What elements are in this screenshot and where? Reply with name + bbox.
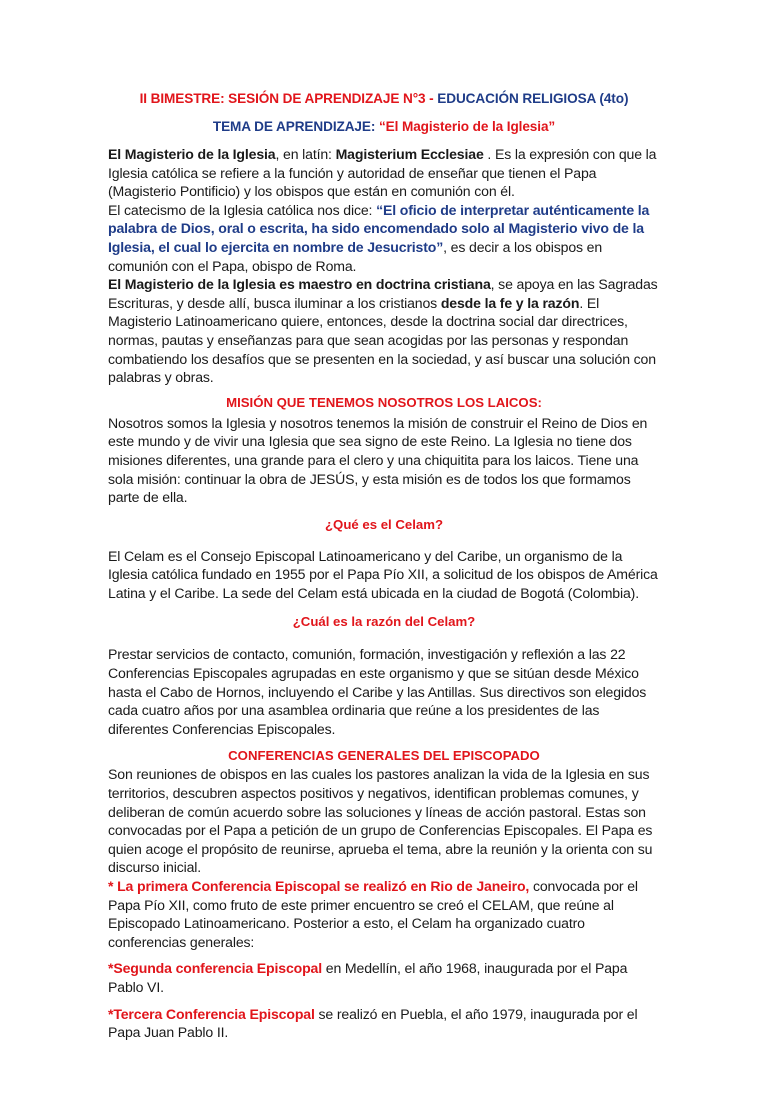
heading-razon-celam: ¿Cuál es la razón del Celam? [292, 614, 476, 630]
document-page [0, 90, 768, 1114]
bold-statement: El Magisterio de la Iglesia es maestro en doctrina cristiana [108, 276, 491, 293]
paragraph-celam: El Celam es el Consejo Episcopal Latinoamericano y del Caribe, un organismo de la Iglesia católica fundado en 1955 por el Papa Pío XII, a solicitud de los obispos de América Latina y el Caribe. La sede del Celam está ubicada en la ciudad de Bogotá (Colombia). [108, 547, 658, 601]
paragraph-primera [108, 877, 660, 951]
paragraph-conferencias: Son reuniones de obispos en las cuales los pastores analizan la vida de la Iglesia en sus territorios, descubren aspectos positivos y negativos, identifican problemas comunes, y deliberan de común acuerdo sobre las soluciones y líneas de acción pastoral. Estas son convocadas por el Papa a petición de un grupo de Conferencias Episcopales. El Papa es quien acoge el propósito de reunirse, aprueba el tema, abre la reunión y la orienta con su discurso inicial. [108, 766, 653, 876]
tercera-conferencia-label: *Tercera Conferencia Episcopal [108, 1005, 315, 1022]
paragraph-catechism [108, 201, 660, 275]
text-span: convocada por el Papa Pío XII, como fruto de este primer encuentro se creó el CELAM, que reúne al Episcopado Latinoamericano. Posterior a esto, el Celam ha organizado cuatro conferencias generales: [108, 878, 638, 950]
topic-label: TEMA DE APRENDIZAJE: [212, 119, 379, 134]
heading-mision: MISIÓN QUE TENEMOS NOSOTROS LOS LAICOS: [226, 394, 542, 410]
text-span: , es decir a los obispos en comunión con el Papa, obispo de Roma. [108, 238, 603, 274]
paragraph-razon: Prestar servicios de contacto, comunión, formación, investigación y reflexión a las 22 Conferencias Episcopales agrupadas en este organismo y que se sitúan desde México hasta el Cabo de Hornos, incluyendo el Caribe y las Antillas. Sus directivos son elegidos cada cuatro años por una asamblea ordinaria que reúne a los presidentes de las diferentes Conferencias Episcopales. [108, 646, 647, 737]
topic-line [108, 118, 660, 136]
text-span: . El Magisterio Latinoamericano quiere, entonces, desde la doctrina social dar directrices, normas, pautas y enseñanzas para que sean acogidas por las personas y respondan combatiendo los desafíos que se presenten en la sociedad, y así buscar una solución con palabras y obras. [108, 294, 656, 386]
topic-value: “El Magisterio de la Iglesia” [378, 119, 556, 134]
primera-conferencia-label: * La primera Conferencia Episcopal se realizó en Rio de Janeiro, [108, 878, 530, 894]
paragraph-definition [108, 145, 660, 201]
section-magisterio [108, 145, 660, 387]
paragraph-tercera [108, 1005, 660, 1042]
term-latin: Magisterium Ecclesiae [335, 146, 484, 162]
paragraph-mision: Nosotros somos la Iglesia y nosotros tenemos la misión de construir el Reino de Dios en este mundo y de vivir una Iglesia que sea signo de este Reino. La Iglesia no tiene dos misiones diferentes, una grande para el clero y una chiquitita para los laicos. Tiene una sola misión: continuar la obra de JESÚS, y esta misión es de todos los que formamos parte de ella. [108, 414, 648, 506]
text-span: , en latín: [275, 146, 336, 162]
heading-que-es-celam: ¿Qué es el Celam? [325, 516, 443, 532]
catechism-quote: “El oficio de interpretar auténticamente la palabra de Dios, oral o escrita, ha sido encomendado solo al Magisterio vivo de la Iglesia, el cual lo ejercita en nombre de Jesucristo” [108, 201, 650, 255]
text-span: , se apoya en las Sagradas Escrituras, y desde allí, busca iluminar a los cristianos [108, 276, 658, 311]
section-conferencias [108, 765, 660, 1041]
text-span: El catecismo de la Iglesia católica nos dice: [108, 201, 377, 218]
title-red-part: II BIMESTRE: SESIÓN DE APRENDIZAJE N°3 - [139, 91, 438, 106]
text-span: en Medellín, el año 1968, inaugurada por el Papa Pablo VI. [108, 960, 628, 995]
text-span: se realizó en Puebla, el año 1979, inaugurada por el Papa Juan Pablo II. [108, 1005, 638, 1041]
title-blue-part: EDUCACIÓN RELIGIOSA (4to) [437, 91, 629, 106]
bold-faith-reason: desde la fe y la razón [440, 294, 580, 311]
term-magisterio: El Magisterio de la Iglesia [108, 146, 276, 162]
document-title [108, 90, 660, 108]
paragraph-teacher [108, 275, 660, 387]
paragraph-segunda [108, 959, 660, 996]
segunda-conferencia-label: *Segunda conferencia Episcopal [108, 960, 323, 977]
text-span: . Es la expresión con que la Iglesia católica se refiere a la función y autoridad de enseñar que tienen el Papa (Magisterio Pontificio) y los obispos que están en comunión con él. [108, 146, 657, 200]
heading-conferencias: CONFERENCIAS GENERALES DEL EPISCOPADO [228, 748, 540, 764]
